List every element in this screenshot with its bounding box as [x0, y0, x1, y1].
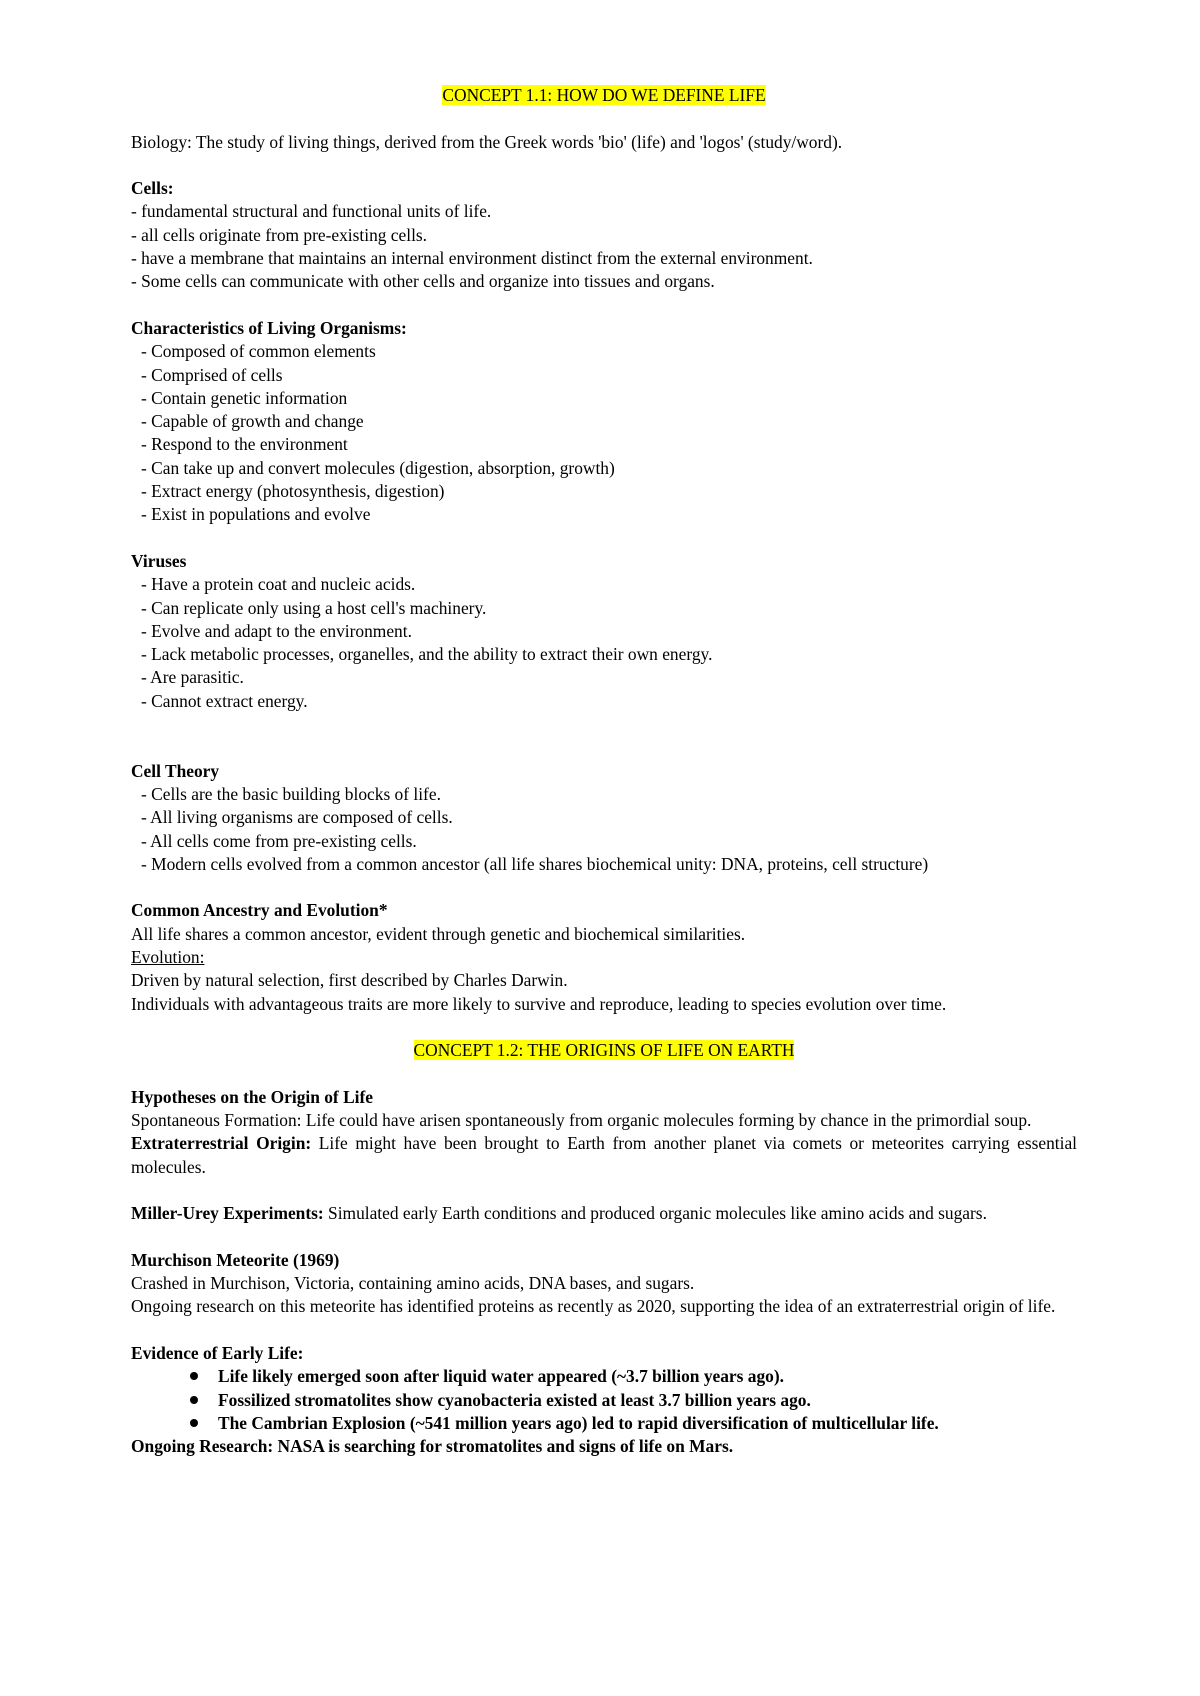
- viruses-heading: Viruses: [131, 550, 187, 571]
- cell-theory-item: - Modern cells evolved from a common ancestor (all life shares biochemical unity: DNA, proteins, cell structure): [141, 853, 929, 874]
- evidence-item: Life likely emerged soon after liquid water appeared (~3.7 billion years ago).: [190, 1365, 1077, 1388]
- extraterrestrial-origin-text: [131, 1132, 1077, 1179]
- concept-1-heading: [131, 84, 1077, 107]
- viruses-item: - Lack metabolic processes, organelles, and the ability to extract their own energy.: [141, 644, 713, 665]
- viruses-item: - Have a protein coat and nucleic acids.: [141, 574, 416, 595]
- cells-item: - Some cells can communicate with other cells and organize into tissues and organs.: [131, 271, 715, 292]
- evolution-label: Evolution:: [131, 946, 205, 967]
- viruses-item: - Can replicate only using a host cell's machinery.: [141, 597, 487, 618]
- biology-definition: Biology: The study of living things, derived from the Greek words 'bio' (life) and 'logos' (study/word).: [131, 131, 843, 152]
- evidence-item: The Cambrian Explosion (~541 million years ago) led to rapid diversification of multicellular life.: [190, 1412, 1077, 1435]
- cell-theory-item: - Cells are the basic building blocks of life.: [141, 783, 441, 804]
- viruses-item: - Evolve and adapt to the environment.: [141, 620, 412, 641]
- characteristics-item: - Exist in populations and evolve: [141, 504, 371, 525]
- cell-theory-heading: Cell Theory: [131, 760, 220, 781]
- spontaneous-formation-text: Spontaneous Formation: Life could have arisen spontaneously from organic molecules forming by chance in the primordial soup.: [131, 1110, 1032, 1131]
- cells-item: - have a membrane that maintains an internal environment distinct from the external environment.: [131, 248, 813, 269]
- concept-2-heading: [131, 1039, 1077, 1062]
- evolution-text-2: Individuals with advantageous traits are more likely to survive and reproduce, leading to species evolution over time.: [131, 993, 947, 1014]
- common-ancestry-text: All life shares a common ancestor, evident through genetic and biochemical similarities.: [131, 923, 746, 944]
- murchison-text: Crashed in Murchison, Victoria, containing amino acids, DNA bases, and sugars.: [131, 1273, 695, 1294]
- cell-theory-item: - All living organisms are composed of cells.: [141, 807, 453, 828]
- document-body: [131, 84, 1077, 1459]
- bullet-icon: [190, 1396, 198, 1404]
- murchison-text-2: Ongoing research on this meteorite has identified proteins as recently as 2020, supporting the idea of an extraterrestrial origin of life.: [131, 1296, 1056, 1317]
- hypotheses-heading: Hypotheses on the Origin of Life: [131, 1086, 374, 1107]
- cells-item: - fundamental structural and functional units of life.: [131, 201, 492, 222]
- evolution-text: Driven by natural selection, first described by Charles Darwin.: [131, 970, 568, 991]
- characteristics-item: - Composed of common elements: [141, 341, 376, 362]
- evidence-list: [131, 1365, 1077, 1435]
- cells-heading: Cells:: [131, 178, 174, 199]
- ongoing-research-text: Ongoing Research: NASA is searching for stromatolites and signs of life on Mars.: [131, 1436, 734, 1457]
- characteristics-item: - Respond to the environment: [141, 434, 348, 455]
- concept-2-heading-text: CONCEPT 1.2: THE ORIGINS OF LIFE ON EARTH: [413, 1040, 795, 1061]
- bullet-icon: [190, 1372, 198, 1380]
- bullet-icon: [190, 1419, 198, 1427]
- cells-item: - all cells originate from pre-existing cells.: [131, 224, 428, 245]
- miller-urey-label: Miller-Urey Experiments:: [131, 1203, 324, 1224]
- concept-1-heading-text: CONCEPT 1.1: HOW DO WE DEFINE LIFE: [442, 85, 766, 105]
- characteristics-item: - Contain genetic information: [141, 387, 348, 408]
- extraterrestrial-label: Extraterrestrial Origin:: [131, 1133, 312, 1154]
- characteristics-item: - Can take up and convert molecules (digestion, absorption, growth): [141, 457, 615, 478]
- characteristics-item: - Capable of growth and change: [141, 411, 364, 432]
- cell-theory-item: - All cells come from pre-existing cells.: [141, 830, 417, 851]
- evidence-item: Fossilized stromatolites show cyanobacteria existed at least 3.7 billion years ago.: [190, 1389, 1077, 1412]
- viruses-item: - Cannot extract energy.: [141, 690, 308, 711]
- common-ancestry-heading: Common Ancestry and Evolution*: [131, 900, 388, 921]
- characteristics-item: - Extract energy (photosynthesis, digestion): [141, 481, 445, 502]
- characteristics-heading: Characteristics of Living Organisms:: [131, 317, 407, 338]
- viruses-item: - Are parasitic.: [141, 667, 244, 688]
- extraterrestrial-body: Life might have been brought to Earth from another planet via comets or meteorites carrying essential molecules.: [131, 1133, 1077, 1177]
- evidence-heading: Evidence of Early Life:: [131, 1343, 304, 1364]
- murchison-heading: Murchison Meteorite (1969): [131, 1249, 340, 1270]
- miller-urey-body: Simulated early Earth conditions and produced organic molecules like amino acids and sugars.: [323, 1203, 987, 1224]
- characteristics-item: - Comprised of cells: [141, 364, 283, 385]
- miller-urey-text: [131, 1202, 1077, 1225]
